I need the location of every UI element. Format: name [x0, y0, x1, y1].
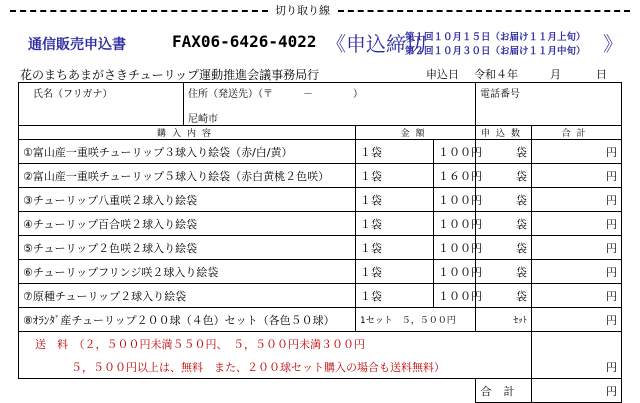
- item-name: ①富山産一重咲チューリップ３球入り絵袋（赤/白/黄）: [19, 140, 356, 164]
- item-qty-field[interactable]: 袋: [476, 260, 532, 284]
- set-item-total-field[interactable]: 円: [532, 308, 622, 332]
- organization-name: 花のまちあまがさきチューリップ運動推進会議事務局行: [20, 68, 320, 82]
- grand-total-row: [19, 379, 622, 403]
- item-total-field[interactable]: 円: [532, 140, 622, 164]
- item-price: １００円: [434, 260, 476, 284]
- item-row-7: [19, 284, 622, 308]
- item-unit: １袋: [356, 212, 434, 236]
- item-total-field[interactable]: 円: [532, 236, 622, 260]
- item-row-5: [19, 236, 622, 260]
- item-name: ⑦原種チューリップ２球入り絵袋: [19, 284, 356, 308]
- set-item-qty-field[interactable]: ｾｯﾄ: [476, 308, 532, 332]
- column-header-amount: 金額: [356, 126, 476, 140]
- cut-line: [0, 0, 640, 22]
- cut-line-dash-right: [338, 10, 630, 12]
- item-unit: １袋: [356, 140, 434, 164]
- item-qty-field[interactable]: 袋: [476, 140, 532, 164]
- name-label: 氏名（フリガナ）: [33, 89, 113, 100]
- deadline-close-bracket: 》: [603, 32, 623, 56]
- shipping-note-line-1: 送 料 （２，５００円未満５５０円、 ５，５００円未満３００円: [19, 332, 532, 356]
- item-price: １００円: [434, 236, 476, 260]
- phone-label: 電話番号: [480, 89, 521, 100]
- item-unit: １袋: [356, 284, 434, 308]
- column-header-total: 合計: [532, 126, 622, 140]
- item-row-2: [19, 164, 622, 188]
- form-title: 通信販売申込書: [28, 37, 126, 53]
- application-date-month: 月: [550, 68, 561, 81]
- column-header-content: 購入内容: [19, 126, 356, 140]
- shipping-row-2: [19, 355, 622, 379]
- item-price: １６０円: [434, 164, 476, 188]
- item-row-6: [19, 260, 622, 284]
- name-field[interactable]: [19, 83, 184, 126]
- phone-field[interactable]: [476, 83, 622, 126]
- item-unit: １袋: [356, 260, 434, 284]
- customer-info-row: [19, 83, 622, 126]
- deadline-round-1: 第１回１０月１５日（お届け１１月上旬）: [405, 32, 586, 43]
- column-header-qty: 申込数: [476, 126, 532, 140]
- item-unit: １袋: [356, 236, 434, 260]
- item-name: ⑤チューリップ２色咲２球入り絵袋: [19, 236, 356, 260]
- shipping-total-top: [532, 332, 622, 356]
- item-name: ②富山産一重咲チューリップ５球入り絵袋（赤白黄桃２色咲）: [19, 164, 356, 188]
- item-qty-field[interactable]: 袋: [476, 188, 532, 212]
- address-label: 住所（発送先）（〒 － ）: [188, 89, 363, 100]
- item-row-4: [19, 212, 622, 236]
- item-qty-field[interactable]: 袋: [476, 164, 532, 188]
- item-name: ④チューリップ百合咲２球入り絵袋: [19, 212, 356, 236]
- item-total-field[interactable]: 円: [532, 284, 622, 308]
- item-name: ⑥チューリップフリンジ咲２球入り絵袋: [19, 260, 356, 284]
- set-item-unit-price: 1セット ５，５００円: [356, 308, 476, 332]
- item-qty-field[interactable]: 袋: [476, 212, 532, 236]
- set-item-name: ⑧ｵﾗﾝﾀﾞ産チューリップ２００球（４色）セット（各色５０球）: [19, 308, 356, 332]
- item-unit: １袋: [356, 188, 434, 212]
- item-total-field[interactable]: 円: [532, 260, 622, 284]
- deadline-dates: [405, 31, 586, 59]
- item-row-1: [19, 140, 622, 164]
- column-header-row: [19, 126, 622, 140]
- order-form-table: [18, 82, 622, 403]
- item-price: １００円: [434, 188, 476, 212]
- shipping-total-field[interactable]: 円: [532, 355, 622, 379]
- cut-line-dash-left: [10, 10, 268, 12]
- application-date-day: 日: [596, 68, 607, 81]
- application-date-label: 申込日: [426, 68, 459, 81]
- address-city: 尼崎市: [188, 114, 218, 125]
- set-item-row: [19, 308, 622, 332]
- deadline-label: 《申込締切: [326, 32, 426, 56]
- item-row-3: [19, 188, 622, 212]
- item-total-field[interactable]: 円: [532, 188, 622, 212]
- deadline-round-2: 第２回１０月３０日（お届け１１月中旬）: [405, 46, 586, 57]
- grand-total-field[interactable]: 円: [532, 379, 622, 403]
- shipping-row-1: [19, 332, 622, 356]
- fax-number: FAX06-6426-4022: [172, 32, 317, 51]
- item-price: １００円: [434, 140, 476, 164]
- item-total-field[interactable]: 円: [532, 212, 622, 236]
- application-date-year: 令和４年: [474, 68, 518, 81]
- item-total-field[interactable]: 円: [532, 164, 622, 188]
- cut-line-label: 切り取り線: [275, 4, 330, 17]
- item-qty-field[interactable]: 袋: [476, 236, 532, 260]
- address-field[interactable]: [184, 83, 476, 126]
- item-unit: １袋: [356, 164, 434, 188]
- item-name: ③チューリップ八重咲２球入り絵袋: [19, 188, 356, 212]
- item-price: １００円: [434, 284, 476, 308]
- grand-total-label: 合計: [476, 379, 532, 403]
- grand-total-spacer: [19, 379, 476, 403]
- item-qty-field[interactable]: 袋: [476, 284, 532, 308]
- shipping-note-line-2: ５，５００円以上は、無料 また、２００球セット購入の場合も送料無料）: [19, 355, 532, 379]
- item-price: １００円: [434, 212, 476, 236]
